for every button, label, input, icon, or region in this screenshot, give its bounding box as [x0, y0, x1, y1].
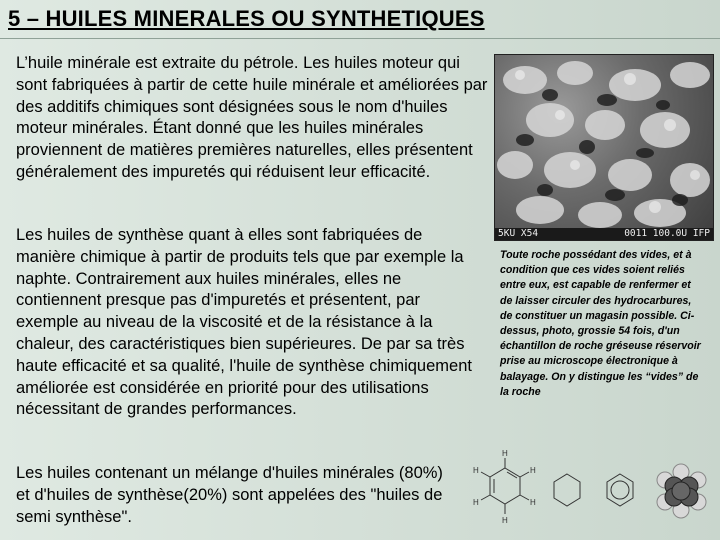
- benzene-space-filling-model: [657, 464, 706, 518]
- hydrogen-label-bottom: H: [502, 516, 508, 525]
- hydrogen-label-top: H: [502, 449, 508, 458]
- paragraph-semi-synthetic-oil: Les huiles contenant un mélange d'huiles minérales (80%) et d'huiles de synthèse(20%) sont appelées des "huiles de semi synthèse".: [16, 464, 443, 526]
- hydrogen-label-right-top: H: [530, 466, 536, 475]
- rock-microscope-photo: [494, 54, 714, 241]
- molecule-diagrams: [470, 446, 715, 530]
- microscope-info-bar: [495, 228, 713, 240]
- benzene-structural-formula: [481, 458, 529, 514]
- benzene-ring-formula: [607, 474, 633, 506]
- benzene-skeletal-formula: [554, 474, 580, 506]
- paragraph-mineral-oil: L’huile minérale est extraite du pétrole. Les huiles moteur qui sont fabriquées à partir de cette huile minérale et améliorées par des additifs chimiques sont désignées sous le nom d'huiles moteur minérales. Étant donné que les huiles minérales proviennent de matières premières naturelles, elles présentent généralement des impuretés qui réduisent leur efficacité.: [16, 54, 488, 181]
- rock-texture: [495, 55, 713, 240]
- title-divider: [0, 38, 720, 39]
- hydrogen-label-right-bottom: H: [530, 498, 536, 507]
- slide-title: 5 – HUILES MINERALES OU SYNTHETIQUES: [8, 6, 485, 31]
- hydrogen-label-left-top: H: [473, 466, 479, 475]
- paragraph-synthetic-oil: Les huiles de synthèse quant à elles sont fabriquées de manière chimique à partir de produits tels que par exemple la naphte. Contrairement aux huiles minérales, elles ne contiennent presque pas d'impuretés et présentent, par exemple au niveau de la viscosité et de la résistance à la chaleur, des caractéristiques bien supérieures. De par sa très haute efficacité et sa qualité, l'huile de synthèse chimiquement améliorée est considérée en priorité pour des utilisations nécessitant de grandes performances.: [16, 226, 472, 419]
- hydrogen-label-left-bottom: H: [473, 498, 479, 507]
- scale-label: 0011 100.0U IFP: [624, 228, 710, 239]
- photo-caption: Toute roche possédant des vides, et à condition que ces vides soient reliés entre eux, est capable de renfermer et de laisser circuler des hydrocarbures, de constituer un magasin possible. Ci-dessus, photo, grossie 54 fois, d'un échantillon de roche gréseuse réservoir prise au microscope électronique à balayage. On y distingue les “vides” de la roche: [500, 249, 701, 398]
- magnification-label: 5KU X54: [498, 228, 539, 239]
